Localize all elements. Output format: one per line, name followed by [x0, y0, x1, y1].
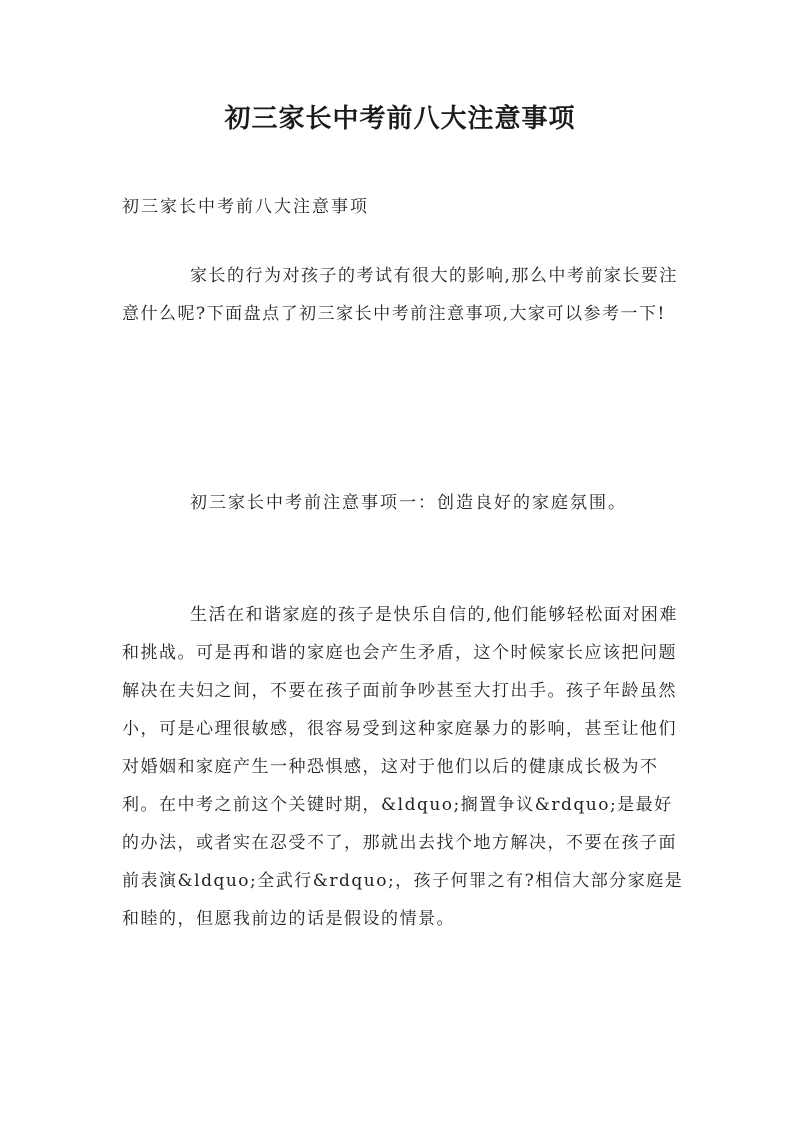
section-body-1: 生活在和谐家庭的孩子是快乐自信的,他们能够轻松面对困难和挑战。可是再和谐的家庭也会产生矛盾，这个时候家长应该把问题解决在夫妇之间，不要在孩子面前争吵甚至大打出手。孩子年龄虽然小，可是心理很敏感，很容易受到这种家庭暴力的影响，甚至让他们对婚姻和家庭产生一种恐惧感，这对于他们以后的健康成长极为不利。在中考之前这个关键时期，&ldquo;搁置争议&rdquo;是最好的办法，或者实在忍受不了，那就出去找个地方解决，不要在孩子面前表演&ldquo;全武行&rdquo;，孩子何罪之有?相信大部分家庭是和睦的，但愿我前边的话是假设的情景。 — [122, 605, 684, 929]
document-title: 初三家长中考前八大注意事项 — [224, 104, 576, 134]
document-subtitle: 初三家长中考前八大注意事项 — [122, 197, 369, 217]
section-heading-1: 初三家长中考前注意事项一：创造良好的家庭氛围。 — [190, 493, 627, 513]
intro-paragraph: 家长的行为对孩子的考试有很大的影响,那么中考前家长要注意什么呢?下面盘点了初三家长中考前注意事项,大家可以参考一下! — [122, 266, 678, 324]
